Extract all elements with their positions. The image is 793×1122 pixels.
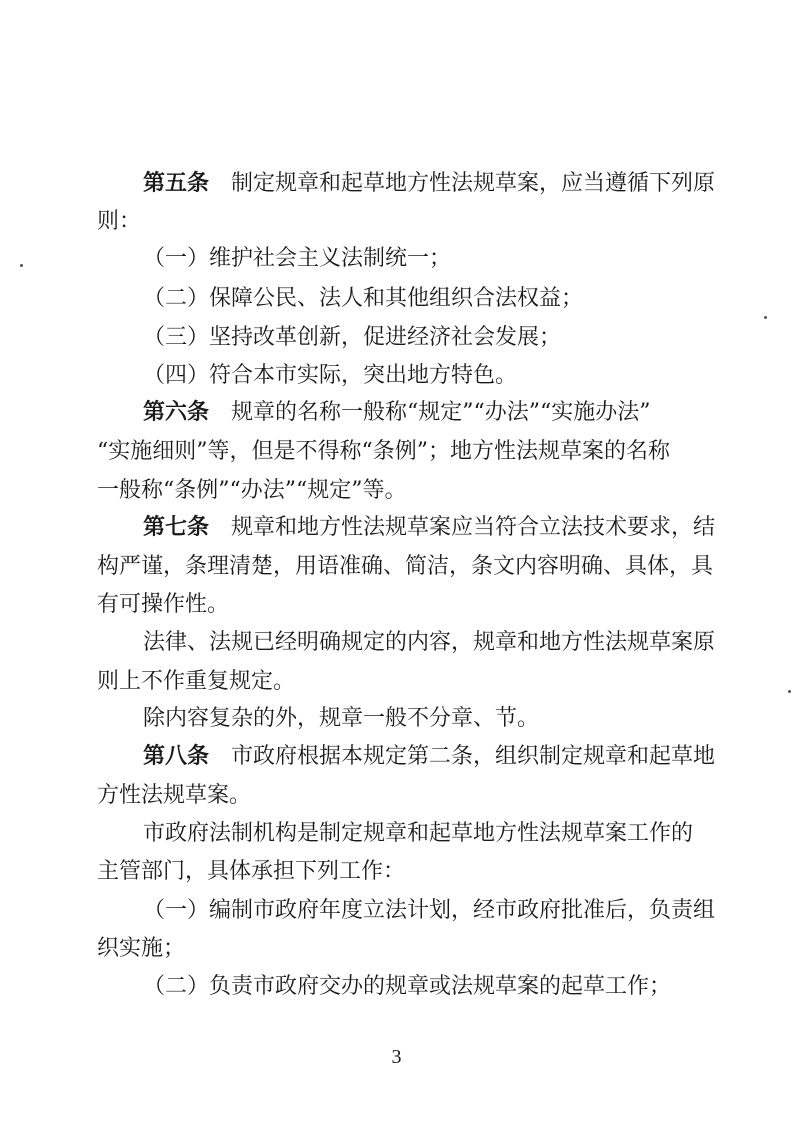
article-heading: 第八条 [143, 744, 210, 769]
article-8-item-1-line-2: 织实施； [97, 936, 186, 961]
scan-speck [764, 316, 767, 319]
article-8-line-2: 方性法规草案。 [97, 783, 252, 808]
scan-speck [20, 264, 23, 267]
article-heading: 第六条 [143, 400, 210, 425]
article-7-line-2: 构严谨，条理清楚，用语准确、简洁，条文内容明确、具体，具 [97, 554, 714, 579]
article-8-item-1-line-1: （一）编制市政府年度立法计划，经市政府批准后，负责组 [143, 898, 716, 923]
article-7-line-3: 有可操作性。 [97, 592, 230, 617]
article-7-para-3: 除内容复杂的外，规章一般不分章、节。 [143, 706, 540, 731]
scan-speck [788, 690, 791, 693]
article-6-line-3: 一般称“条例”“办法”“规定”等。 [97, 478, 407, 503]
article-5-line-1: 第五条 制定规章和起草地方性法规草案，应当遵循下列原 [143, 171, 716, 196]
page-number: 3 [391, 1046, 402, 1068]
article-8-line-1: 第八条 市政府根据本规定第二条，组织制定规章和起草地 [143, 744, 716, 769]
article-5-item-2: （二）保障公民、法人和其他组织合法权益； [143, 286, 584, 311]
article-8-para-2-line-1: 市政府法制机构是制定规章和起草地方性法规草案工作的 [143, 821, 694, 846]
article-8-para-2-line-2: 主管部门，具体承担下列工作： [97, 859, 406, 884]
article-7-para-2-line-1: 法律、法规已经明确规定的内容，规章和地方性法规草案原 [143, 630, 716, 655]
article-7-para-2-line-2: 则上不作重复规定。 [97, 669, 296, 694]
article-7-line-1: 第七条 规章和地方性法规草案应当符合立法技术要求，结 [143, 515, 716, 540]
article-5-item-3: （三）坚持改革创新，促进经济社会发展； [143, 325, 562, 350]
article-5-line-2: 则： [97, 209, 142, 234]
article-5-item-1: （一）维护社会主义法制统一； [143, 246, 452, 271]
article-heading: 第五条 [143, 171, 210, 196]
article-6-line-2: “实施细则”等，但是不得称“条例”；地方性法规草案的名称 [97, 439, 670, 464]
article-heading: 第七条 [143, 515, 210, 540]
article-5-item-4: （四）符合本市实际，突出地方特色。 [143, 363, 518, 388]
article-6-line-1: 第六条 规章的名称一般称“规定”“办法”“实施办法” [143, 400, 651, 425]
article-8-item-2: （二）负责市政府交办的规章或法规草案的起草工作； [143, 974, 672, 999]
